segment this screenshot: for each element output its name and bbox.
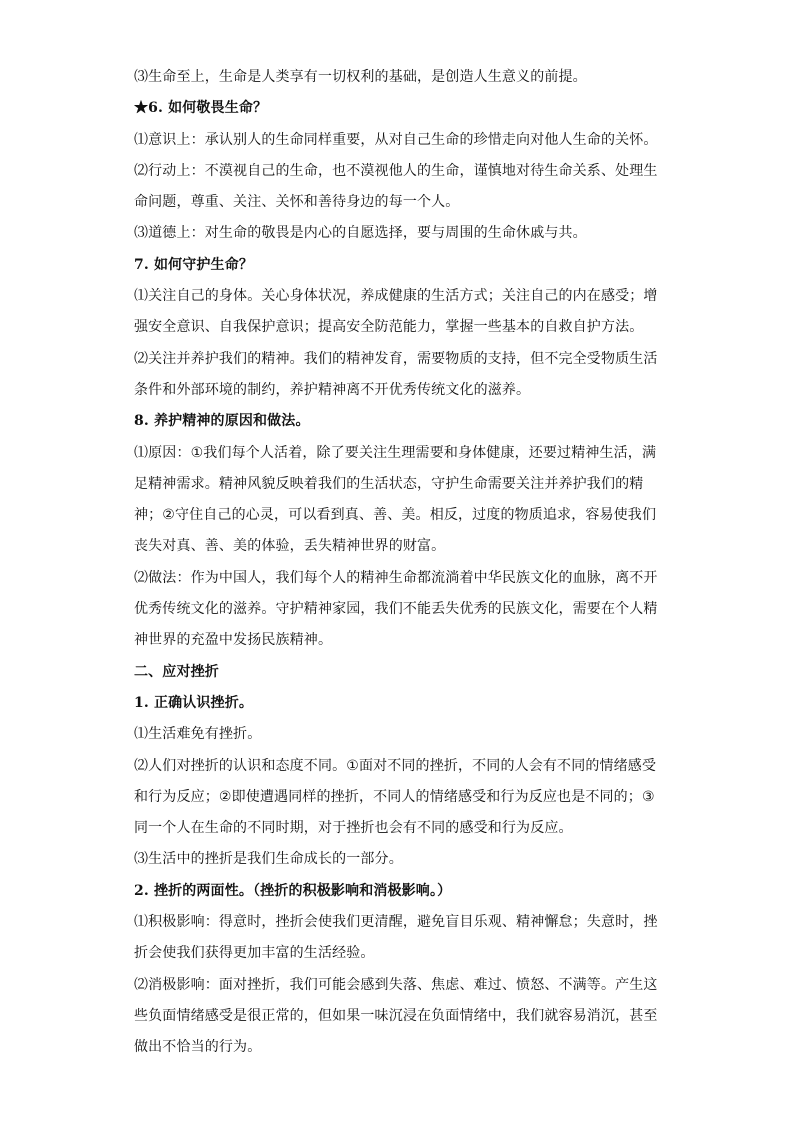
text-line: ⑴意识上：承认别人的生命同样重要，从对自己生命的珍惜走向对他人生命的关怀。 <box>134 131 658 148</box>
section-heading: 2. 挫折的两面性。（挫折的积极影响和消极影响。） <box>134 882 452 899</box>
text-line: ⑵人们对挫折的认识和态度不同。①面对不同的挫折，不同的人会有不同的情绪感受 <box>134 757 657 774</box>
text-line: 做出不恰当的行为。 <box>134 1039 262 1056</box>
text-line: 强安全意识、自我保护意识；提高安全防范能力，掌握一些基本的自救自护方法。 <box>134 319 644 336</box>
text-line: ⑴积极影响：得意时，挫折会使我们更清醒，避免盲目乐观、精神懈怠；失意时，挫 <box>134 914 658 931</box>
section-heading: 1. 正确认识挫折。 <box>134 694 253 711</box>
text-line: 折会使我们获得更加丰富的生活经验。 <box>134 945 375 962</box>
section-heading: 8. 养护精神的原因和做法。 <box>134 413 310 430</box>
section-heading: 7. 如何守护生命？ <box>134 256 253 273</box>
text-line: 条件和外部环境的制约，养护精神离不开优秀传统文化的滋养。 <box>134 381 531 398</box>
text-line: 足精神需求。精神风貌反映着我们的生活状态，守护生命需要关注并养护我们的精 <box>134 475 644 492</box>
text-line: 神世界的充盈中发扬民族精神。 <box>134 632 333 649</box>
text-line: ⑴关注自己的身体。关心身体状况，养成健康的生活方式；关注自己的内在感受；增 <box>134 288 658 305</box>
text-line: ⑶生活中的挫折是我们生命成长的一部分。 <box>134 851 403 868</box>
text-line: 优秀传统文化的滋养。守护精神家园，我们不能丢失优秀的民族文化，需要在个人精 <box>134 601 658 618</box>
text-line: ⑶生命至上，生命是人类享有一切权利的基础，是创造人生意义的前提。 <box>134 69 587 85</box>
text-line: ⑵行动上：不漠视自己的生命，也不漠视他人的生命，谨慎地对待生命关系、处理生 <box>134 162 658 179</box>
text-line: ⑵关注并养护我们的精神。我们的精神发育，需要物质的支持，但不完全受物质生活 <box>134 350 658 367</box>
text-line: ⑴生活难免有挫折。 <box>134 726 262 743</box>
text-line: ⑵消极影响：面对挫折，我们可能会感到失落、焦虑、难过、愤怒、不满等。产生这 <box>134 976 658 993</box>
text-line: 神；②守住自己的心灵，可以看到真、善、美。相反，过度的物质追求，容易使我们 <box>134 507 657 524</box>
text-line: 命问题，尊重、关注、关怀和善待身边的每一个人。 <box>134 194 460 211</box>
text-line: 和行为反应；②即使遭遇同样的挫折，不同人的情绪感受和行为反应也是不同的；③ <box>134 788 655 805</box>
chapter-heading: 二、应对挫折 <box>134 663 219 680</box>
text-line: 丧失对真、善、美的体验，丢失精神世界的财富。 <box>134 538 446 555</box>
text-line: 同一个人在生命的不同时期，对于挫折也会有不同的感受和行为反应。 <box>134 820 573 837</box>
text-line: 些负面情绪感受是很正常的，但如果一味沉浸在负面情绪中，我们就容易消沉，甚至 <box>134 1007 658 1024</box>
text-line: ⑴原因：①我们每个人活着，除了要关注生理需要和身体健康，还要过精神生活，满 <box>134 444 657 461</box>
text-line: ⑵做法：作为中国人，我们每个人的精神生命都流淌着中华民族文化的血脉，离不开 <box>134 569 658 586</box>
text-line: ⑶道德上：对生命的敬畏是内心的自愿选择，要与周围的生命休戚与共。 <box>134 225 587 242</box>
document-page <box>134 62 664 1064</box>
section-heading: ★6. 如何敬畏生命？ <box>134 100 268 117</box>
